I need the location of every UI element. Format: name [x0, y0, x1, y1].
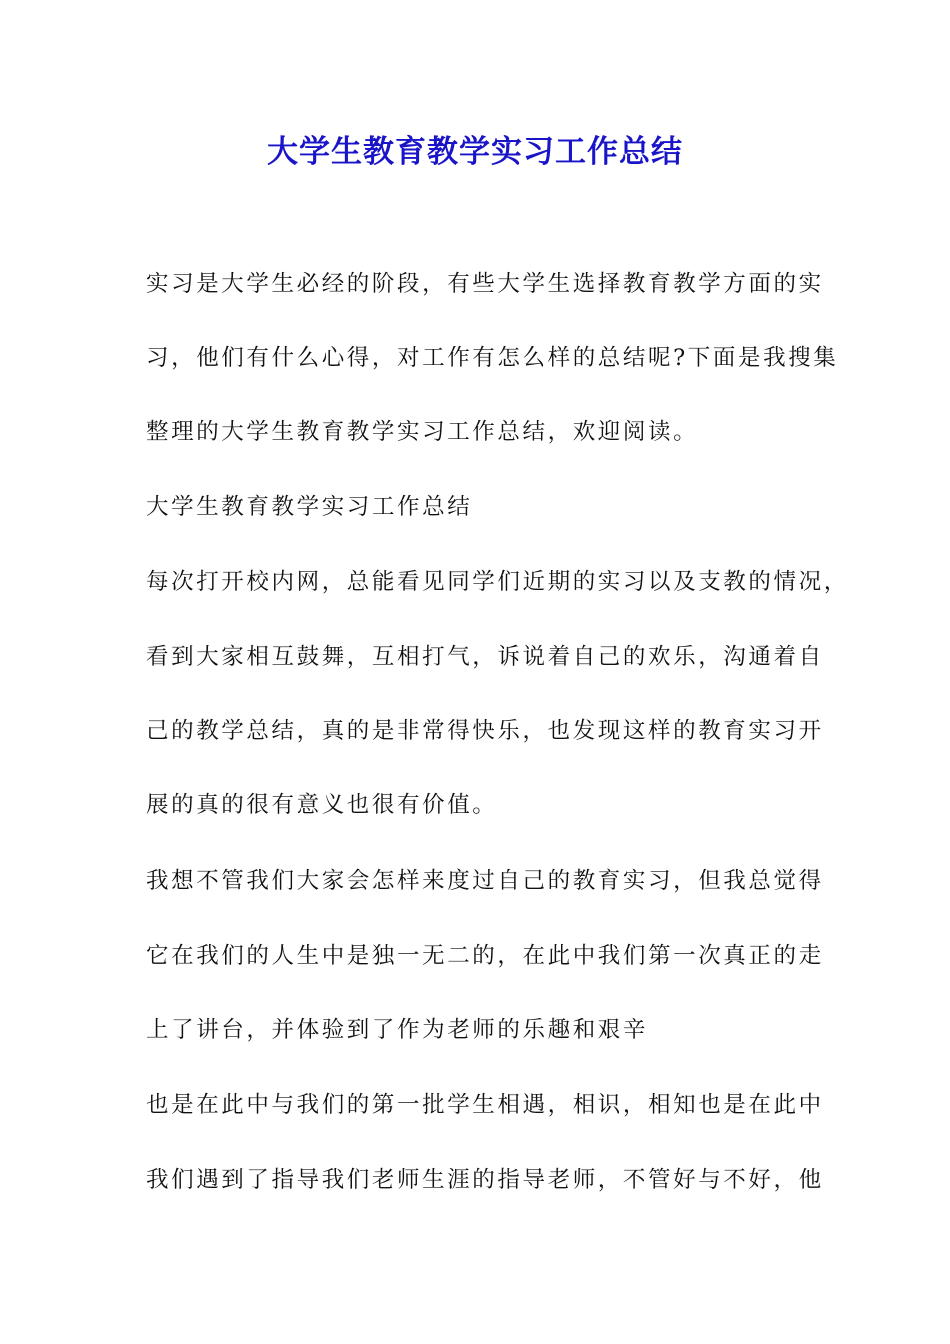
document-title: 大学生教育教学实习工作总结 — [267, 134, 683, 170]
body-line: 己的教学总结，真的是非常得快乐，也发现这样的教育实习开 — [146, 718, 824, 744]
body-line: 整理的大学生教育教学实习工作总结，欢迎阅读。 — [146, 419, 699, 445]
body-line: 我想不管我们大家会怎样来度过自己的教育实习，但我总觉得 — [146, 868, 824, 894]
section-heading: 大学生教育教学实习工作总结 — [146, 494, 473, 520]
body-line: 习，他们有什么心得，对工作有怎么样的总结呢?下面是我搜集 — [146, 345, 839, 371]
body-line: 每次打开校内网，总能看见同学们近期的实习以及支教的情况， — [146, 569, 849, 595]
body-line: 实习是大学生必经的阶段，有些大学生选择教育教学方面的实 — [146, 271, 824, 297]
body-line: 看到大家相互鼓舞，互相打气，诉说着自己的欢乐，沟通着自 — [146, 644, 824, 670]
body-line: 上了讲台，并体验到了作为老师的乐趣和艰辛 — [146, 1017, 649, 1043]
body-line: 也是在此中与我们的第一批学生相遇，相识，相知也是在此中 — [146, 1092, 824, 1118]
body-line: 我们遇到了指导我们老师生涯的指导老师，不管好与不好，他 — [146, 1167, 824, 1193]
body-line: 它在我们的人生中是独一无二的，在此中我们第一次真正的走 — [146, 943, 824, 969]
body-line: 展的真的很有意义也很有价值。 — [146, 792, 498, 818]
